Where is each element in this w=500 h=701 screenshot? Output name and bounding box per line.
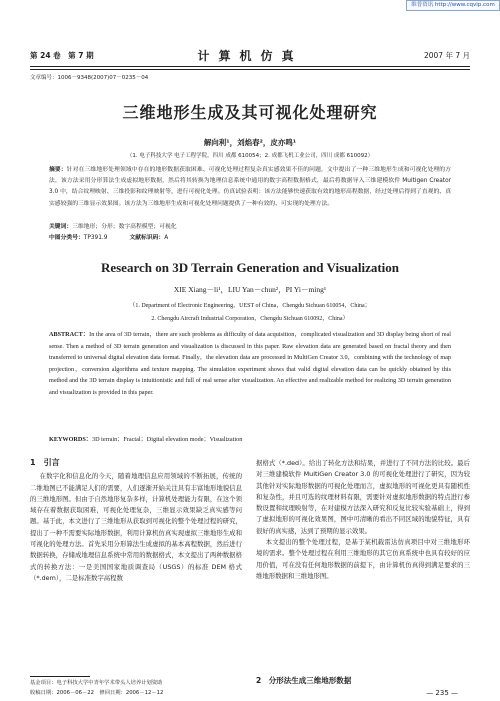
doc-code-value: A [164, 235, 169, 241]
authors-english: XIE Xiang－li¹，LIU Yan－chun²，PI Yi－ming¹ [173, 285, 327, 294]
article-number: 文章编号：1006－9348(2007)07－0235－04 [30, 75, 149, 81]
keywords-english [49, 434, 451, 443]
class-cn-value: TP391.9 [83, 235, 108, 241]
body-column-left [30, 458, 242, 584]
section-2-heading: 2 分形法生成三维地形数据 [256, 676, 352, 685]
abstract-chinese [49, 165, 451, 210]
affiliation-en-line: 2. Chengdu Aircraft Industrial Corporation，Chengdu Sichuan 610092，China） [151, 315, 349, 322]
affiliation-english [0, 300, 500, 325]
title-english: Research on 3D Terrain Generation and Visualization [100, 260, 400, 275]
issue-date: 2007 年 7 月 [423, 51, 470, 60]
doc-code-label: 文献标识码： [129, 235, 165, 241]
class-cn-label: 中图分类号： [49, 235, 84, 241]
footnote-rule [30, 676, 90, 677]
authors-chinese: 解向利¹，刘焰春²，皮亦鸣¹ [203, 138, 297, 147]
classification-chinese [49, 233, 451, 244]
title-chinese: 三维地形生成及其可视化处理研究 [122, 103, 378, 122]
abstract-en-text: In the area of 3D terrain，there are such problems as difficulty of data acquisition，complicated visualization and 3D display being short of real sense. Then a method of 3D terrain generation and visualization is discussed in this paper. Raw elevation data are generated based on fractal theory and then transferred to universal digital elevation data format. Finally，the elevation data are processed in MultiGen Creator 3.0，combining with the technology of map projection，conversion algorithms and texture mapping. The simulation experiment shows that valid digital elevation data can be quickly obtained by this method and the 3D terrain display is intuitionistic and full of real sense after visualization. An effective and realizable method for realizing 3D terrain generation and visualization is provided in this paper. [49, 331, 451, 396]
running-header [30, 50, 470, 62]
abstract-cn-text: 针对在三维地形处理领域中存在的地形数据获取困难、可视化处理过程复杂真实感效果不佳的问题，文中提出了一种三维地形生成和可视化处理的方法，该方法采用分形算法生成虚拟地形数据，然后将其转换为地理信息系统中通用的数字高程数据格式，最后将数据导入三维建模软件 Multigen Creator 3.0 中，结合纹理映射、三维投影和纹理映射等，进行可视化处理。仿真试验表明：该方法能够快速获取有效的地形高程数据，经过处理后得到了直观的、真实感较强的三维显示效果图。该方法为三维地形生成和可视化处理问题提供了一种有效的、可实现的处理方法。 [49, 167, 451, 207]
keywords-cn-text: 三维地形；分形；数字高程模型；可视化 [72, 224, 177, 230]
section-1-heading: 1 引言 [30, 458, 60, 467]
abstract-en-label: ABSTRACT： [49, 331, 90, 338]
body-column-right [256, 458, 470, 582]
source-stamp[interactable]: 维普资讯 http://www.cqvip.com [406, 0, 500, 11]
header-rule [30, 66, 470, 67]
keywords-en-text: 3D terrain；Fractal；Digital elevation mode；Visualization [91, 436, 243, 443]
body-paragraph: 在数字化和信息化的今天，随着地理信息应用领域的不断拓展，传统的二维地图已不能满足人们的需要，人们逐渐开始关注具有丰富地形地貌信息的三维地形图。但由于自然地形复杂多样，计算机处理能力有限，在这个领域存在着数据获取困难，可视化处理复杂，三维显示效果缺乏真实感等问题。基于此，本文进行了三维地形从获取到可视化的整个处理过程的研究，提出了一种不需要实际地形数据，利用计算机仿真实现虚拟三维地形生成和可视化的处理方法。首先采用分形算法生成虚拟的基本高程数据，然后进行数据转换，存储成地理信息系统中常用的数据格式，本文提出了两种数据格式的转换方法：一是美国国家地质调查局（USGS）的标准 DEM 格式（*.dem），二是标准数字高程数 [30, 472, 242, 582]
page-number: — 235 — [426, 689, 458, 697]
affiliation-chinese: （1. 电子科技大学 电子工程学院，四川 成都 610054；2. 成都飞机工业公司，四川 成都 610092） [126, 153, 374, 159]
keywords-cn-label: 关键词： [49, 224, 73, 230]
keywords-chinese [49, 222, 451, 233]
header-rule-thin [30, 69, 470, 70]
body-paragraph: 本文提出的整个处理过程，是基于某机载雷达仿真项目中对三维地形环境的需求。整个处理过程在利用三维地形的其它仿真系统中也具有较好的应用价值，可在没有任何地形数据的前提下，由计算机仿真得到满足要求的三维地形数据和三维地形图。 [256, 538, 470, 580]
abstract-english [49, 329, 451, 399]
journal-name: 计算机仿真 [197, 49, 303, 63]
body-paragraph: 据格式（*.ded）。给出了转化方法和结果，并进行了不同方法的比较。最后对三维建模软件 MultiGen Creator 3.0 的可视化处理进行了研究，因为较其他针对实际地形数据的可视化处理而言，虚拟地形的可视化更具有随机性和复杂性，并且可选的纹理材料有限，需要针对虚拟地形数据的特点进行参数设置和纹理映射等，在对建模方法深入研究和反复比较实验基础上，得到了虚拟地形的可视化效果图，图中可清晰的看出不同区域的地貌特征，具有很好的真实感，达到了预期的显示效果。 [256, 459, 470, 535]
volume-issue: 第 24 卷 第 7 期 [30, 51, 94, 60]
keywords-en-label: KEYWORDS： [49, 436, 92, 443]
affiliation-en-line: （1. Department of Electronic Engineering，UEST of China，Chengdu Sichuan 610054，China； [129, 303, 371, 309]
footnote-fund: 基金项目：电子科技大学中青年学术带头人培养计划资助 [30, 680, 163, 686]
footnote-dates: 收稿日期：2006－06－22 修回日期：2006－12－12 [30, 690, 164, 696]
abstract-cn-label: 摘要： [49, 167, 67, 173]
